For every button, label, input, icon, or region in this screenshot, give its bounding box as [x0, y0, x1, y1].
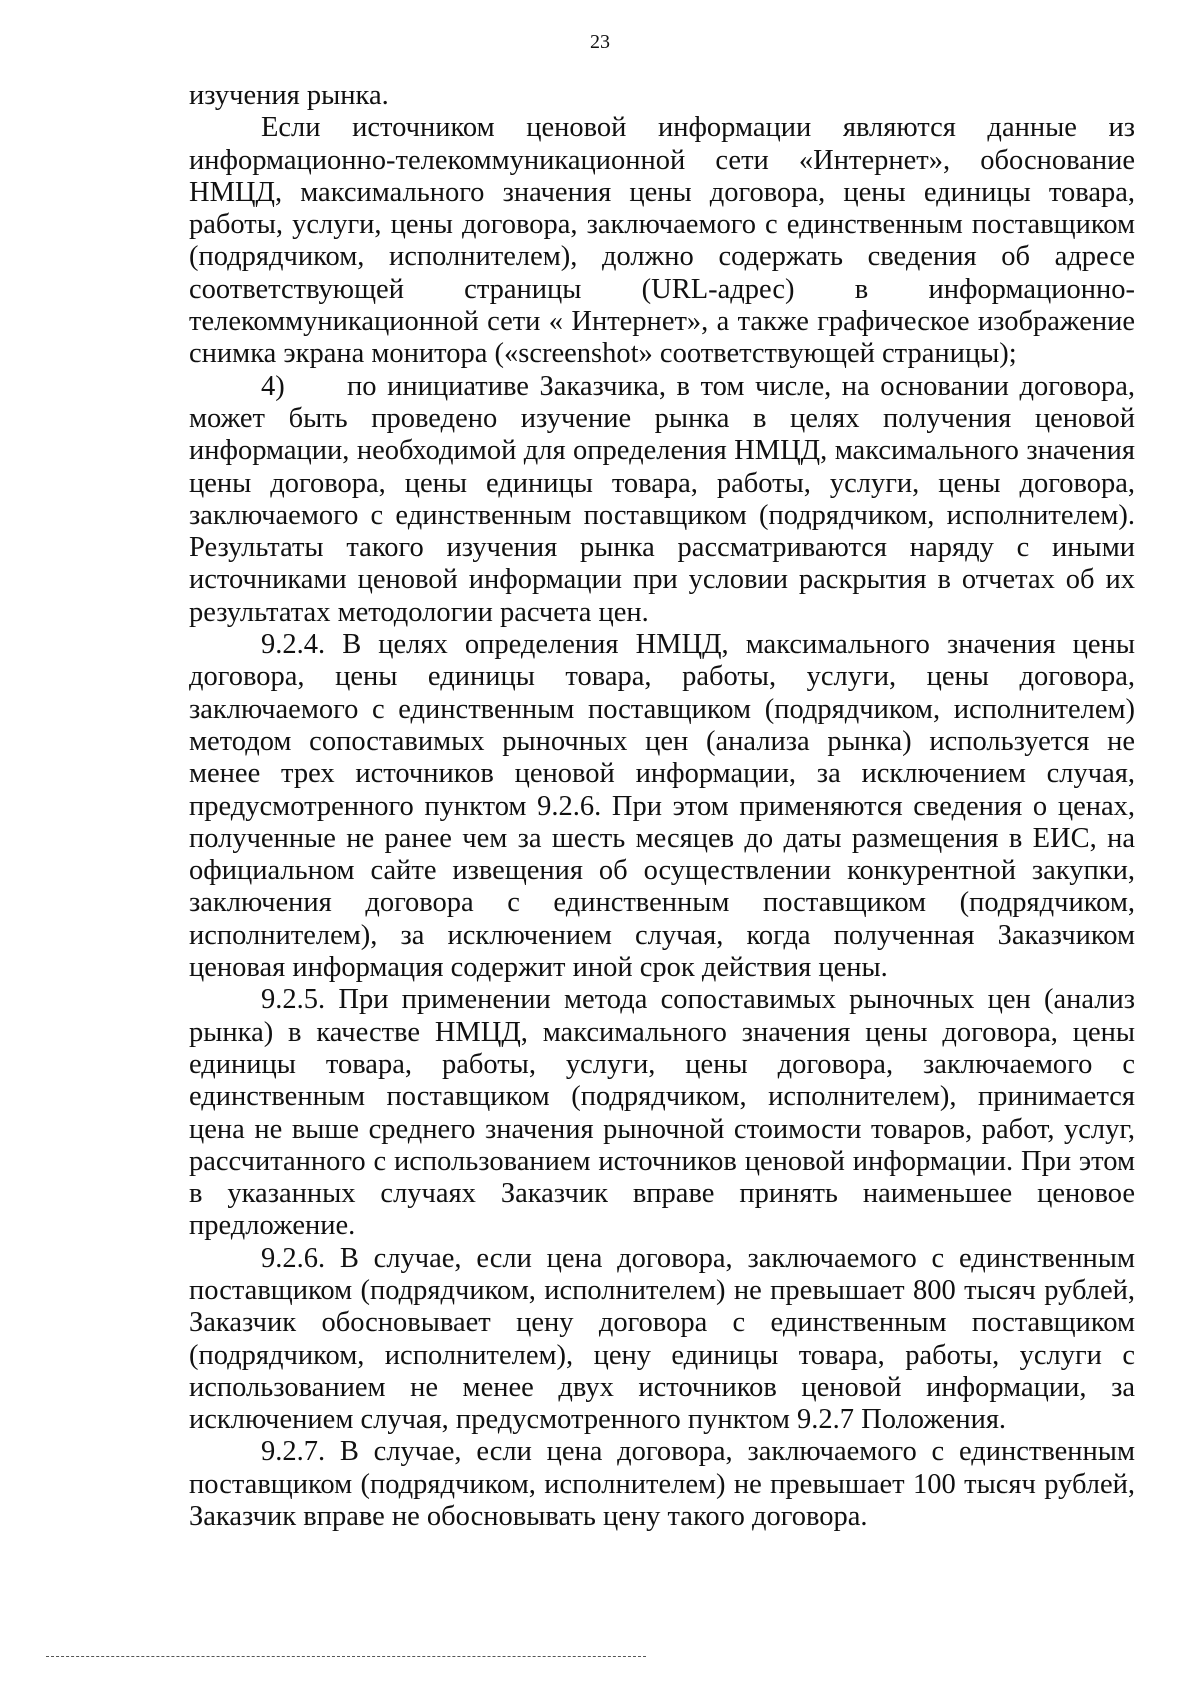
paragraph-internet-source: Если источником ценовой информации являются данные из информационно-телекоммуникационной сети «Интернет», обоснование НМЦД, максимального значения цены договора, цены единицы товара, работы, услуги, цены договора, заключаемого с единственным поставщиком (подрядчиком, исполнителем), должно содержать сведения об адресе соответствующей страницы (URL-адрес) в информационно-телекоммуникационной сети « Интернет», а также графическое изображение снимка экрана монитора («screenshot» соответствующей страницы); [189, 112, 1135, 370]
paragraph-9-2-7: 9.2.7. В случае, если цена договора, заключаемого с единственным поставщиком (подрядчиком, исполнителем) не превышает 100 тысяч рублей, Заказчик вправе не обосновывать цену такого договора. [189, 1436, 1135, 1533]
paragraph-continuation: изучения рынка. [189, 80, 389, 111]
paragraph-9-2-4: 9.2.4. В целях определения НМЦД, максимального значения цены договора, цены единицы товара, работы, услуги, цены договора, заключаемого с единственным поставщиком (подрядчиком, исполнителем) методом сопоставимых рыночных цен (анализа рынка) используется не менее трех источников ценовой информации, за исключением случая, предусмотренного пунктом 9.2.6. При этом применяются сведения о ценах, полученные не ранее чем за шесть месяцев до даты размещения в ЕИС, на официальном сайте извещения об осуществлении конкурентной закупки, заключения договора с единственным поставщиком (подрядчиком, исполнителем), за исключением случая, когда полученная Заказчиком ценовая информация содержит иной срок действия цены. [189, 629, 1135, 984]
list-item-4 [189, 371, 1135, 629]
page-number: 23 [590, 31, 610, 53]
footer-divider [46, 1656, 646, 1657]
list-item-text: по инициативе Заказчика, в том числе, на основании договора, может быть проведено изучение рынка в целях получения ценовой информации, необходимой для определения НМЦД, максимального значения цены договора, цены единицы товара, работы, услуги, цены договора, заключаемого с единственным поставщиком (подрядчиком, исполнителем). Результаты такого изучения рынка рассматриваются наряду с иными источниками ценовой информации при условии раскрытия в отчетах об их результатах методологии расчета цен. [189, 370, 1135, 628]
paragraph-9-2-6: 9.2.6. В случае, если цена договора, заключаемого с единственным поставщиком (подрядчиком, исполнителем) не превышает 800 тысяч рублей, Заказчик обосновывает цену договора с единственным поставщиком (подрядчиком, исполнителем), цену единицы товара, работы, услуги с использованием не менее двух источников ценовой информации, за исключением случая, предусмотренного пунктом 9.2.7 Положения. [189, 1242, 1135, 1436]
document-body [189, 80, 1135, 1533]
list-item-number: 4) [261, 370, 285, 402]
paragraph-9-2-5: 9.2.5. При применении метода сопоставимых рыночных цен (анализ рынка) в качестве НМЦД, максимального значения цены договора, цены единицы товара, работы, услуги, цены договора, заключаемого с единственным поставщиком (подрядчиком, исполнителем), принимается цена не выше среднего значения рыночной стоимости товаров, работ, услуг, рассчитанного с использованием источников ценовой информации. При этом в указанных случаях Заказчик вправе принять наименьшее ценовое предложение. [189, 984, 1135, 1242]
